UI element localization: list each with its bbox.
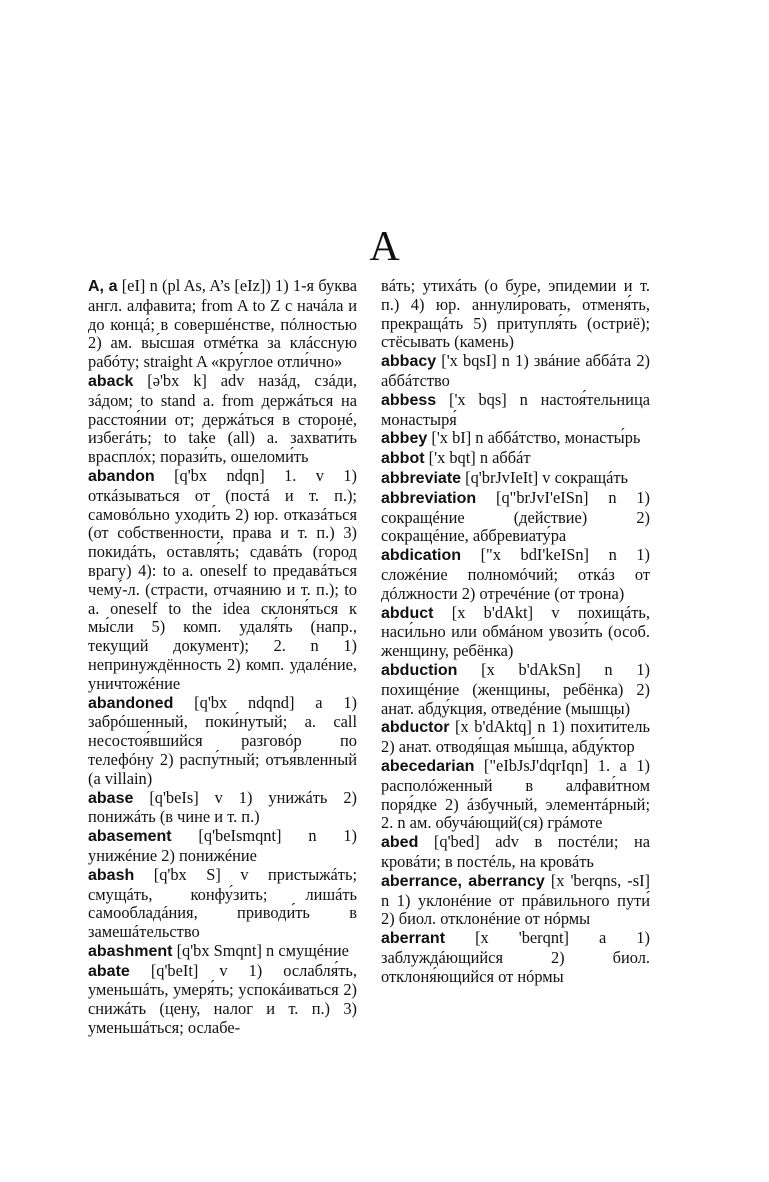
dictionary-entry xyxy=(381,469,650,489)
entry-definition: adv в постéли; на кровáти; в постéль, на кровáть xyxy=(381,832,650,871)
dictionary-entry xyxy=(381,449,650,469)
entry-headword: aberrant xyxy=(381,930,446,948)
entry-transcription: [q'bx Smqnt] xyxy=(176,940,262,960)
entry-headword: A, a xyxy=(88,278,118,295)
entry-definition: n аббáтство, монасты́рь xyxy=(471,428,641,448)
entry-definition: v похищáть, наси́льно или обмáном увози́ть (особ. женщину, ребёнка) xyxy=(381,602,650,661)
entry-transcription: [x b'dAktq] xyxy=(455,717,532,737)
section-letter-heading: A xyxy=(369,224,400,270)
entry-definition: a 1) забрóшенный, поки́нутый; a. call несостоя́вшийся разговóр по телефóну 2) распу́тный; отъя́вленный (a villain) xyxy=(88,692,358,788)
entry-transcription: [q'bx ndqn] xyxy=(174,465,265,485)
entry-definition: a 1) заблуждáющийся 2) биол. отклоня́ющийся от нóрмы xyxy=(381,928,650,986)
entry-definition: v сокращáть xyxy=(538,467,629,487)
entry-transcription: [q'beIs] xyxy=(149,787,199,807)
entry-definition: n 1) сложéние полномóчий; откáз от дóлжности 2) отречéние (от трона) xyxy=(381,545,650,603)
entry-transcription: ['x bI] xyxy=(431,428,472,448)
entry-transcription: [ə'bx k] xyxy=(147,370,207,390)
entry-transcription: [x 'berqns, -sI] xyxy=(550,870,650,890)
entry-headword: abdication xyxy=(381,547,462,565)
entry-headword: abbess xyxy=(381,391,437,409)
entry-headword: abashment xyxy=(88,942,173,960)
dictionary-entry xyxy=(381,872,650,929)
entry-definition: 1. a 1) располóженный в алфави́тном поря́дке 2) áзбучный, элементáрный; 2. n ам. обучáющий(ся) грáмоте xyxy=(381,755,650,833)
dictionary-entry xyxy=(381,391,650,430)
entry-headword: abash xyxy=(88,866,135,884)
entry-transcription: [q"brJvI'eISn] xyxy=(495,487,589,507)
dictionary-entry xyxy=(381,429,650,449)
entry-transcription: [q'beIsmqnt] xyxy=(198,826,282,846)
entry-headword: abduction xyxy=(381,661,458,679)
dictionary-entry xyxy=(88,372,357,467)
entry-transcription: [x b'dAkSn] xyxy=(481,659,581,679)
entry-headword: abasement xyxy=(88,828,172,846)
entry-headword: aberrance, aberrancy xyxy=(381,872,545,890)
entry-headword: abandoned xyxy=(88,694,174,712)
dictionary-entry xyxy=(88,827,357,866)
entry-definition: n 1) унижéние 2) понижéние xyxy=(88,826,357,865)
left-column xyxy=(88,277,357,1038)
dictionary-entry xyxy=(381,352,650,391)
entry-headword: abbey xyxy=(381,430,428,448)
dictionary-entry xyxy=(88,277,357,372)
entry-definition: n 1) уклонéние от прáвильного пути́ 2) биол. отклонéние от нóрмы xyxy=(381,890,650,929)
entry-definition: n аббáт xyxy=(475,448,531,468)
entry-definition: вáть; утихáть (о буре, эпидемии и т. п.) 4) юр. аннули́ровать, отменя́ть, прекращáть 5) притупля́ть (остриё); стёсывать (камень) xyxy=(381,276,650,352)
dictionary-entry xyxy=(88,789,357,828)
entry-definition: n смущéние xyxy=(261,940,349,960)
dictionary-entry xyxy=(381,661,650,718)
entry-headword: abandon xyxy=(88,467,155,485)
dictionary-entry xyxy=(381,718,650,757)
dictionary-entry xyxy=(88,942,357,962)
dictionary-entry xyxy=(88,866,357,942)
entry-definition: n 1) звáние аббáта 2) аббáтство xyxy=(381,351,650,390)
entry-headword: abduct xyxy=(381,604,434,622)
entry-transcription: [q'brJvIeIt] xyxy=(465,467,539,487)
entry-definition: n 1) похити́тель 2) анат. отводя́щая мы́шца, абду́ктор xyxy=(381,717,650,757)
entry-transcription: ['x bqt] xyxy=(428,448,476,468)
entry-transcription: [q'beIt] xyxy=(150,960,199,980)
entry-headword: abbreviate xyxy=(381,469,462,487)
entry-transcription: [q'bed] xyxy=(433,832,480,852)
entry-transcription: ['x bqsI] xyxy=(441,351,497,371)
entry-definition: n 1) сокращéние (действие) 2) сокращéние, аббревиату́ра xyxy=(381,487,650,546)
entry-transcription: ["x bdI'keISn] xyxy=(480,545,590,565)
entry-definition: adv назáд, сзáди, зáдом; to stand a. from держáться на расстоя́нии от; держáться в сторонé, избегáть; to take (all) a. захвати́ть враспло́х; порази́ть, ошеломи́ть xyxy=(88,370,357,467)
entry-headword: abbot xyxy=(381,450,425,468)
entry-definition: v 1) унижáть 2) понижáть (в чине и т. п.) xyxy=(88,787,357,827)
dictionary-entry xyxy=(381,546,650,603)
entry-headword: abate xyxy=(88,962,130,980)
dictionary-entry xyxy=(381,489,650,546)
entry-headword: abecedarian xyxy=(381,757,475,775)
entry-headword: aback xyxy=(88,372,134,390)
entry-headword: abductor xyxy=(381,719,450,737)
entry-definition: v пристыжáть; смущáть, конфу́зить; лишáть самообладáния, приводи́ть в замешáтельство xyxy=(88,864,357,942)
dictionary-entry xyxy=(381,833,650,872)
entry-definition: n 1) похищéние (женщины, ребёнка) 2) анат. абду́кция, отведéние (мышцы) xyxy=(381,659,650,718)
entry-headword: abbacy xyxy=(381,353,437,371)
entry-definition: n настоя́тельница монастыря́ xyxy=(381,389,650,429)
entry-definition: v 1) ослабля́ть, уменьшáть, умеря́ть; успокáиваться 2) снижáть (цену, налог и т. п.) 3) уменьшáться; ослабе- xyxy=(88,960,357,1038)
dictionary-entry xyxy=(88,962,357,1038)
entry-transcription: [x 'berqnt] xyxy=(475,928,570,948)
right-column xyxy=(381,277,650,986)
dictionary-entry xyxy=(381,929,650,986)
entry-transcription: [q'bx ndqnd] xyxy=(194,692,295,712)
entry-headword: abed xyxy=(381,834,419,852)
entry-transcription: ['x bqs] xyxy=(449,389,507,409)
entry-transcription: [x b'dAkt] xyxy=(451,602,534,622)
entry-definition: n (pl As, A’s [eIz]) 1) 1-я буква англ. алфавита; from A to Z с начáла и до концá; в совершéнстве, пóлностью 2) ам. вы́сшая отмéтка за клáссную рабóту; straight A «кру́глое отли́чно» xyxy=(88,276,357,372)
dictionary-entry xyxy=(381,277,650,352)
dictionary-entry xyxy=(88,467,357,694)
dictionary-entry xyxy=(381,604,650,661)
dictionary-entry xyxy=(88,694,357,789)
entry-definition: 1. v 1) откáзываться от (постá и т. п.); самовóльно уходи́ть 2) юр. отказáться (от собственности, права и т. п.) 3) покидáть, оставля́ть; сдавáть (город врагу) 4): to a. oneself to предавáться чему́-л. (страсти, отчаянию и т. п.); to a. oneself to the idea склоня́ться к мы́сли 5) комп. удаля́ть (напр., текущий документ); 2. n 1) непринуждённость 2) комп. удалéние, уничтожéние xyxy=(88,465,357,693)
entry-headword: abbreviation xyxy=(381,489,477,507)
entry-transcription: [q'bx S] xyxy=(153,864,221,884)
dictionary-entry xyxy=(381,757,650,833)
entry-transcription: [eI] xyxy=(121,276,146,295)
entry-transcription: ["eIbJsJ'dqrIqn] xyxy=(483,755,589,775)
entry-headword: abase xyxy=(88,789,134,807)
